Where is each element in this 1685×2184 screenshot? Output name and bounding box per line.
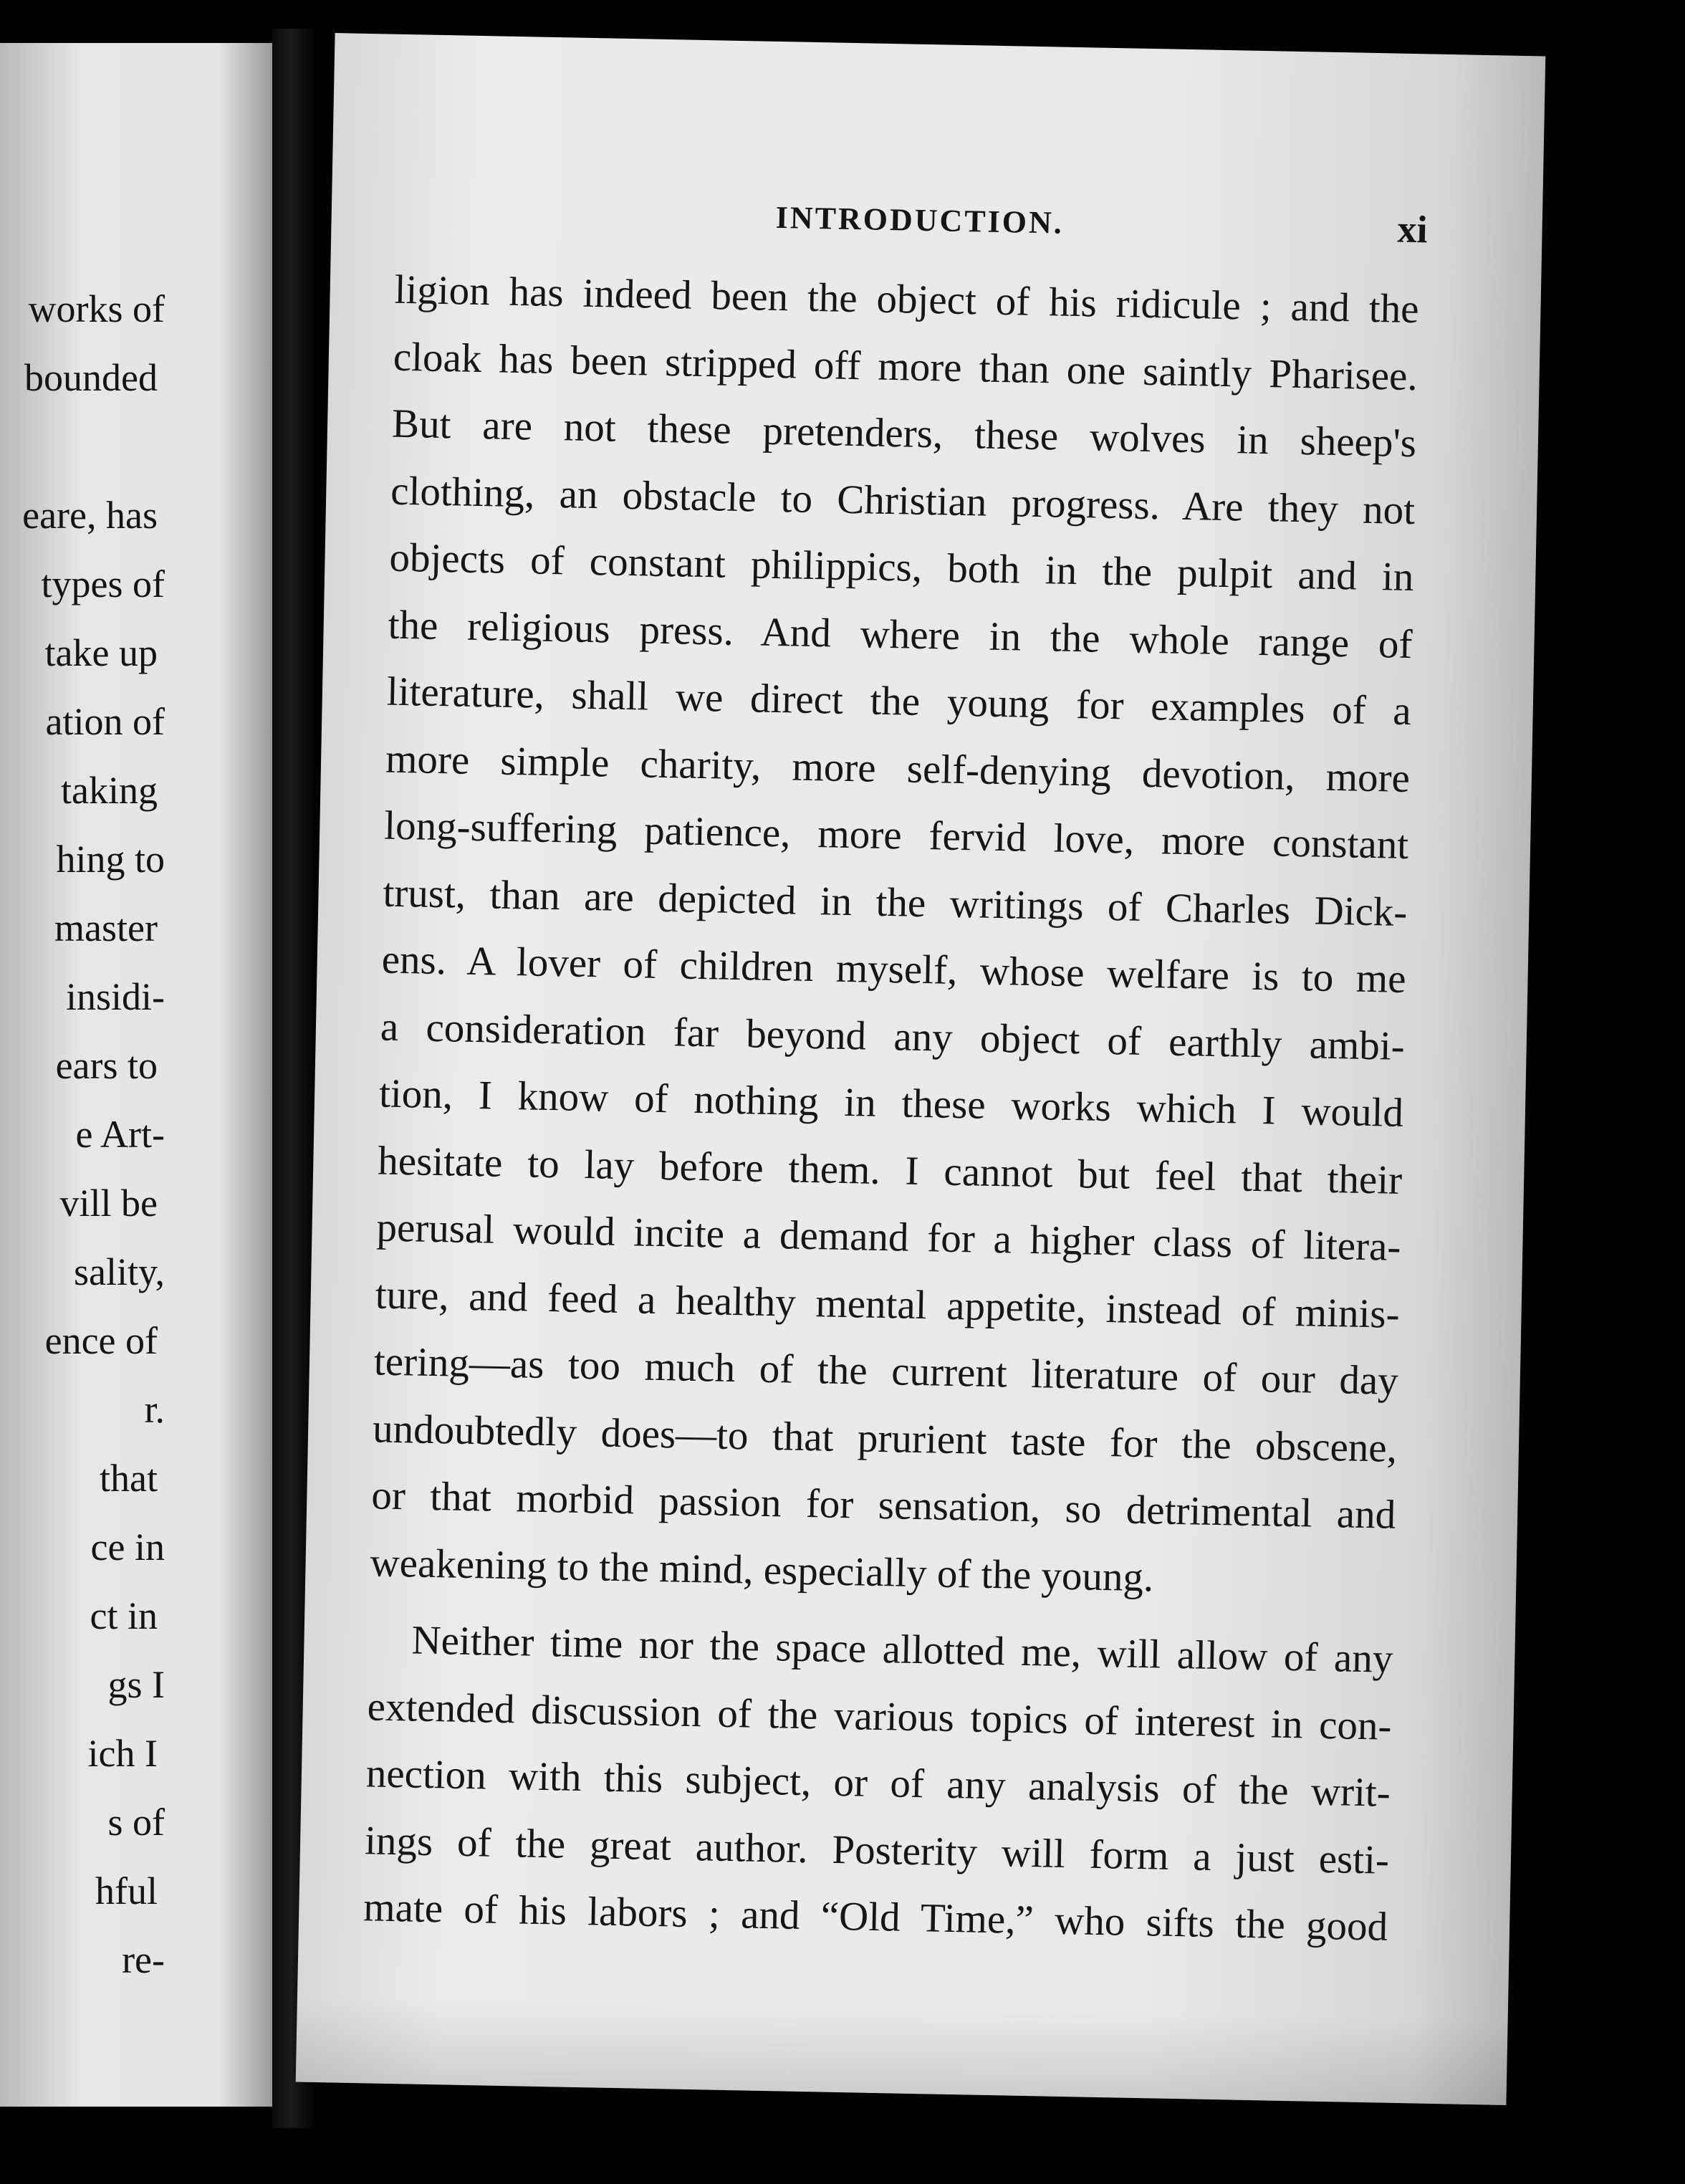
text-line: the religious press. And where in the whole range of (388, 602, 1413, 667)
left-page-line: ears to (55, 1044, 158, 1087)
left-page-line: e Art- (75, 1113, 165, 1156)
left-page-line: master (54, 906, 158, 949)
left-page-line: r. (144, 1388, 165, 1431)
text-line: long-suffering patience, more fervid love, more constant (383, 803, 1409, 868)
text-line: cloak has been stripped off more than one saintly Pharisee. (393, 334, 1418, 399)
text-line: weakening to the mind, especially of the young. (370, 1539, 1154, 1600)
text-line: nection with this subject, or of any analysis of the writ- (365, 1750, 1391, 1816)
text-line: undoubtedly does—to that prurient taste for the obscene, (372, 1405, 1398, 1471)
text-line: more simple charity, more self-denying devotion, more (385, 736, 1411, 801)
left-page-line: types of (41, 562, 165, 605)
left-page-line: bounded (24, 356, 158, 399)
left-page-line: ct in (90, 1594, 158, 1637)
text-line: or that morbid passion for sensation, so detrimental and (370, 1472, 1396, 1538)
left-page-line: ich I (87, 1732, 158, 1775)
paragraph-1 (370, 257, 1420, 1616)
text-line: Neither time nor the space allotted me, will allow of any (411, 1617, 1393, 1682)
text-line: a consideration far beyond any object of earthly ambi- (380, 1004, 1406, 1069)
text-line: But are not these pretenders, these wolves in sheep's (391, 401, 1417, 466)
page-number: xi (1397, 207, 1429, 252)
left-page-line: taking (61, 769, 158, 812)
text-line: literature, shall we direct the young for examples of a (386, 669, 1412, 734)
text-line: ens. A lover of children myself, whose welfare is to me (381, 937, 1407, 1002)
text-line: tering—as too much of the current literature of our day (373, 1338, 1399, 1404)
left-page-line: that (100, 1457, 158, 1500)
left-page-line: s of (107, 1801, 165, 1844)
left-page-line: hful (95, 1869, 158, 1912)
left-page-line: gs I (107, 1663, 165, 1706)
running-head (331, 191, 1542, 257)
text-line: perusal would incite a demand for a higher class of litera- (376, 1204, 1401, 1270)
left-page-line: take up (44, 631, 158, 674)
left-page-line: ce in (90, 1526, 165, 1568)
text-line: clothing, an obstacle to Christian progress. Are they not (390, 468, 1416, 533)
left-page-line: sality, (74, 1250, 165, 1293)
page-bottom-shadow (296, 1996, 1508, 2105)
paragraph-2 (363, 1606, 1393, 1960)
left-page-line: ation of (45, 700, 165, 743)
left-page-line: ence of (44, 1319, 158, 1362)
left-facing-page (0, 43, 272, 2107)
left-page-line: re- (122, 1938, 165, 1981)
left-page-line: works of (28, 287, 165, 330)
left-page-line: vill be (59, 1182, 158, 1225)
text-line: trust, than are depicted in the writings of Charles Dick- (382, 870, 1408, 935)
page-body (363, 257, 1419, 1961)
text-line: mate of his labors ; and “Old Time,” who sifts the good (363, 1884, 1388, 1950)
left-page-line: eare, has (22, 494, 158, 537)
text-line: tion, I know of nothing in these works which I would (378, 1071, 1404, 1136)
left-page-line: hing to (56, 838, 165, 881)
text-line: ture, and feed a healthy mental appetite, instead of minis- (375, 1271, 1401, 1337)
text-line: hesitate to lay before them. I cannot but feel that their (377, 1137, 1403, 1203)
running-head-title: INTRODUCTION. (775, 199, 1065, 241)
text-line: objects of constant philippics, both in the pulpit and in (388, 535, 1414, 600)
left-page-line: insidi- (65, 975, 165, 1018)
text-line: extended discussion of the various topics of interest in con- (367, 1683, 1393, 1749)
text-line: ligion has indeed been the object of his ridicule ; and the (394, 267, 1420, 332)
right-page (296, 33, 1546, 2105)
text-line: ings of the great author. Posterity will form a just esti- (364, 1817, 1390, 1883)
